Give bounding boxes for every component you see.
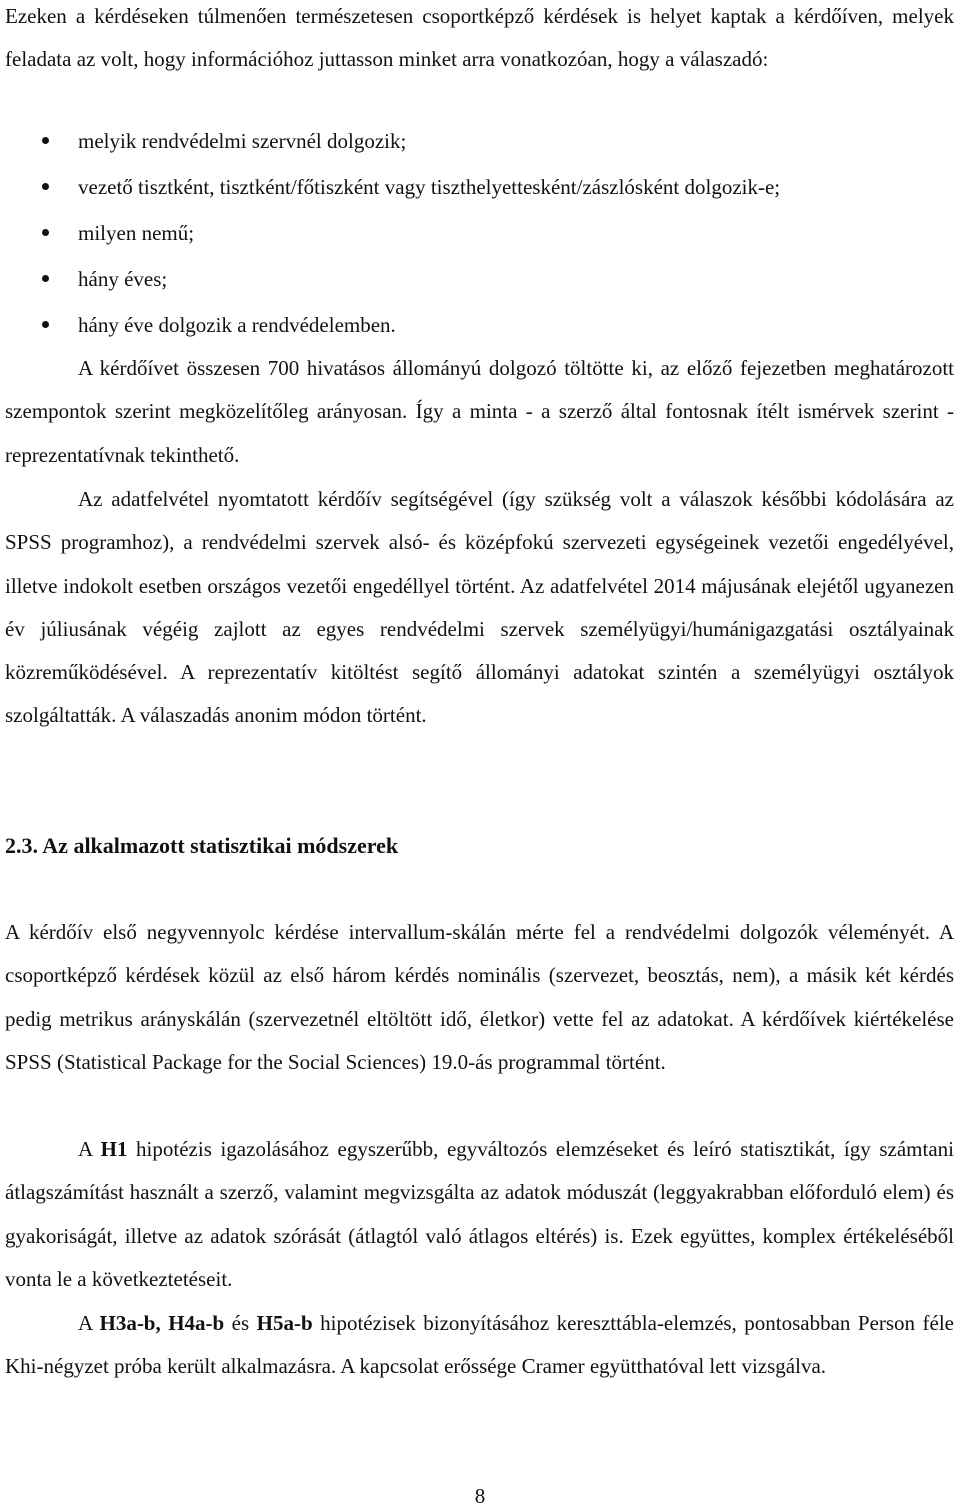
bullet-icon	[42, 183, 49, 190]
sample-paragraph	[5, 347, 954, 477]
page-number: 8	[474, 1484, 486, 1508]
h345-post: hipotézisek bizonyításához kereszttábla-elemzés, pontosabban Person féle Khi-négyzet próba került alkalmazásra. A kapcsolat erőssége Cramer együtthatóval lett vizsgálva.	[5, 1311, 954, 1379]
methods-text: A kérdőív első negyvennyolc kérdése intervallum-skálán mérte fel a rendvédelmi dolgozók véleményét. A csoportképző kérdések közül az első három kérdés nominális (szervezet, beosztás, nem), a másik két kérdés pedig metrikus arányskálán (szervezetnél eltöltött idő, életkor) vette fel az adatokat. A kérdőívek kiértékelése SPSS (Statistical Package for the Social Sciences) 19.0-ás programmal történt.	[5, 920, 954, 1074]
list-item	[0, 164, 960, 210]
list-item	[0, 210, 960, 256]
list-item-text: hány éves;	[78, 267, 168, 291]
list-item	[0, 118, 960, 164]
respondent-attribute-list	[0, 118, 960, 348]
section-title: Az alkalmazott statisztikai módszerek	[42, 833, 399, 858]
h5-hypothesis-label: H5a-b	[256, 1311, 313, 1335]
list-item	[0, 302, 960, 348]
list-item	[0, 256, 960, 302]
h1-text	[5, 1128, 954, 1301]
bullet-icon	[42, 137, 49, 144]
section-number: 2.3.	[5, 833, 38, 858]
collection-paragraph	[5, 478, 954, 738]
bullet-icon	[42, 321, 49, 328]
methods-paragraph	[5, 911, 954, 1084]
intro-text: Ezeken a kérdéseken túlmenően természetesen csoportképző kérdések is helyet kaptak a kérdőíven, melyek feladata az volt, hogy információhoz juttasson minket arra vonatkozóan, hogy a válaszadó:	[5, 4, 954, 72]
h345-paragraph	[5, 1302, 954, 1389]
sample-text: A kérdőívet összesen 700 hivatásos állományú dolgozó töltötte ki, az előző fejezetben meghatározott szempontok szerint megközelítőleg arányosan. Így a minta - a szerző által fontosnak ítélt ismérvek szerint - reprezentatívnak tekinthető.	[5, 356, 954, 467]
h345-pre: A	[78, 1311, 100, 1335]
h3-h4-hypothesis-label: H3a-b, H4a-b	[99, 1311, 225, 1335]
list-item-text: milyen nemű;	[78, 221, 195, 245]
collection-text: Az adatfelvétel nyomtatott kérdőív segítségével (így szükség volt a válaszok későbbi kódolására az SPSS programhoz), a rendvédelmi szervek alsó- és középfokú szervezeti egységeinek vezetői engedélyével, illetve indokolt esetben országos vezetői engedéllyel történt. Az adatfelvétel 2014 májusának elejétől ugyanezen év júliusának végéig zajlott az egyes rendvédelmi szervek személyügyi/humánigazgatási osztályainak közreműködésével. A reprezentatív kitöltést segítő állományi adatokat szintén a személyügyi osztályok szolgáltatták. A válaszadás anonim módon történt.	[5, 487, 954, 728]
list-item-text: melyik rendvédelmi szervnél dolgozik;	[78, 129, 407, 153]
bullet-icon	[42, 229, 49, 236]
bullet-icon	[42, 275, 49, 282]
h345-mid: és	[224, 1311, 257, 1335]
h1-hypothesis-label: H1	[100, 1137, 128, 1161]
h345-text	[5, 1302, 954, 1389]
section-heading	[5, 828, 398, 864]
h1-post: hipotézis igazolásához egyszerűbb, egyváltozós elemzéseket és leíró statisztikát, így számtani átlagszámítást használt a szerző, valamint megvizsgálta az adatok móduszát (leggyakrabban előforduló elem) és gyakoriságát, illetve az adatok szórását (átlagtól való átlagos eltérés) is. Ezek együttes, komplex értékeléséből vonta le a következtetéseit.	[5, 1137, 954, 1291]
h1-pre: A	[78, 1137, 101, 1161]
intro-paragraph	[5, 0, 954, 82]
list-item-text: vezető tisztként, tisztként/főtiszként vagy tiszthelyettesként/zászlósként dolgozik-e;	[78, 175, 781, 199]
h1-paragraph	[5, 1128, 954, 1301]
list-item-text: hány éve dolgozik a rendvédelemben.	[78, 313, 396, 337]
